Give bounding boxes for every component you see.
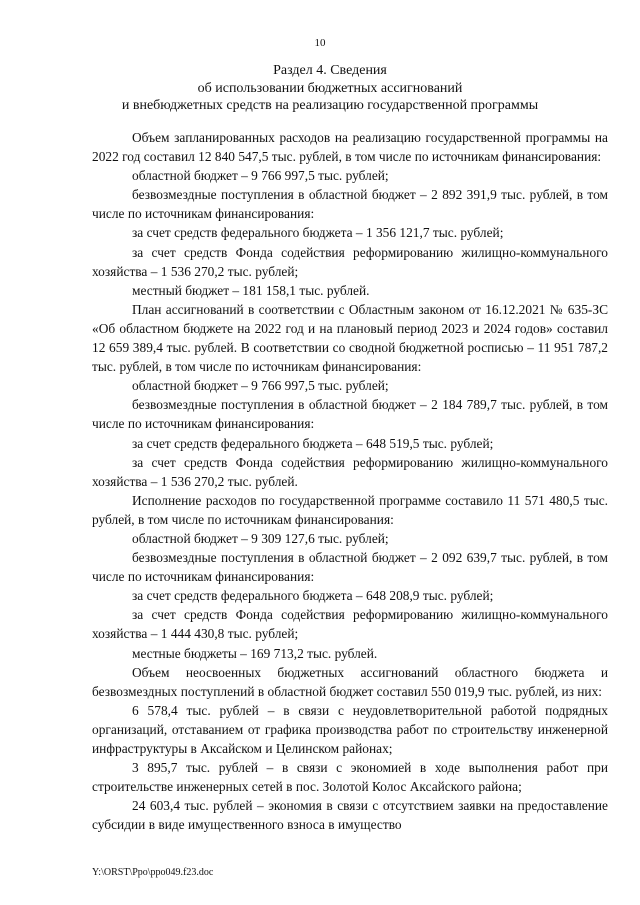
paragraph: областной бюджет – 9 766 997,5 тыс. рублей;: [132, 168, 389, 184]
page-number: 10: [314, 37, 326, 49]
paragraph: безвозмездные поступления в областной бюджет – 2 184 789,7 тыс. рублей, в том числе по источникам финансирования:: [92, 397, 608, 432]
paragraph: областной бюджет – 9 309 127,6 тыс. рублей;: [132, 530, 389, 546]
paragraph: безвозмездные поступления в областной бюджет – 2 092 639,7 тыс. рублей, в том числе по источникам финансирования:: [92, 550, 608, 585]
paragraph: безвозмездные поступления в областной бюджет – 2 892 391,9 тыс. рублей, в том числе по источникам финансирования:: [92, 187, 608, 222]
paragraph: Объем неосвоенных бюджетных ассигнований областного бюджета и безвозмездных поступлений в областной бюджет составил 550 019,9 тыс. рублей, из них:: [92, 664, 608, 699]
paragraph: 3 895,7 тыс. рублей – в связи с экономией в ходе выполнения работ при строительстве инженерных сетей в пос. Золотой Колос Аксайского района;: [92, 760, 608, 795]
paragraph: областной бюджет – 9 766 997,5 тыс. рублей;: [132, 378, 389, 394]
heading-line-2: об использовании бюджетных ассигнований: [197, 80, 463, 96]
heading-line-1: Раздел 4. Сведения: [273, 63, 387, 78]
document-body: [92, 128, 608, 834]
paragraph: за счет средств федерального бюджета – 648 519,5 тыс. рублей;: [132, 435, 494, 451]
paragraph: за счет средств Фонда содействия реформированию жилищно-коммунального хозяйства – 1 536 270,2 тыс. рублей.: [92, 454, 608, 489]
paragraph: за счет средств Фонда содействия реформированию жилищно-коммунального хозяйства – 1 536 270,2 тыс. рублей;: [92, 244, 608, 279]
section-heading: [60, 62, 600, 115]
paragraph: местный бюджет – 181 158,1 тыс. рублей.: [132, 282, 370, 298]
file-path-footer: Y:\ORST\Ppo\ppo049.f23.doc: [92, 867, 214, 878]
paragraph: 24 603,4 тыс. рублей – экономия в связи с отсутствием заявки на предоставление субсидии в виде имущественного взноса в имущество: [92, 798, 608, 833]
paragraph: за счет средств федерального бюджета – 648 208,9 тыс. рублей;: [132, 588, 494, 604]
paragraph: План ассигнований в соответствии с Областным законом от 16.12.2021 № 635-ЗС «Об областном бюджете на 2022 год и на плановый период 2023 и 2024 годов» составил 12 659 389,4 тыс. рублей. В соответствии со сводной бюджетной росписью – 11 951 787,2 тыс. рублей, в том числе по источникам финансирования:: [92, 301, 608, 375]
paragraph: 6 578,4 тыс. рублей – в связи с неудовлетворительной работой подрядных организаций, отставанием от графика производства работ по строительству инженерной инфраструктуры в Аксайском и Целинском районах;: [92, 702, 608, 756]
paragraph: Исполнение расходов по государственной программе составило 11 571 480,5 тыс. рублей, в том числе по источникам финансирования:: [92, 492, 608, 527]
heading-line-3: и внебюджетных средств на реализацию государственной программы: [121, 98, 539, 113]
paragraph: за счет средств федерального бюджета – 1 356 121,7 тыс. рублей;: [132, 225, 504, 241]
paragraph: за счет средств Фонда содействия реформированию жилищно-коммунального хозяйства – 1 444 430,8 тыс. рублей;: [92, 607, 608, 642]
paragraph: местные бюджеты – 169 713,2 тыс. рублей.: [132, 645, 378, 661]
paragraph: Объем запланированных расходов на реализацию государственной программы на 2022 год составил 12 840 547,5 тыс. рублей, в том числе по источникам финансирования:: [92, 130, 608, 165]
